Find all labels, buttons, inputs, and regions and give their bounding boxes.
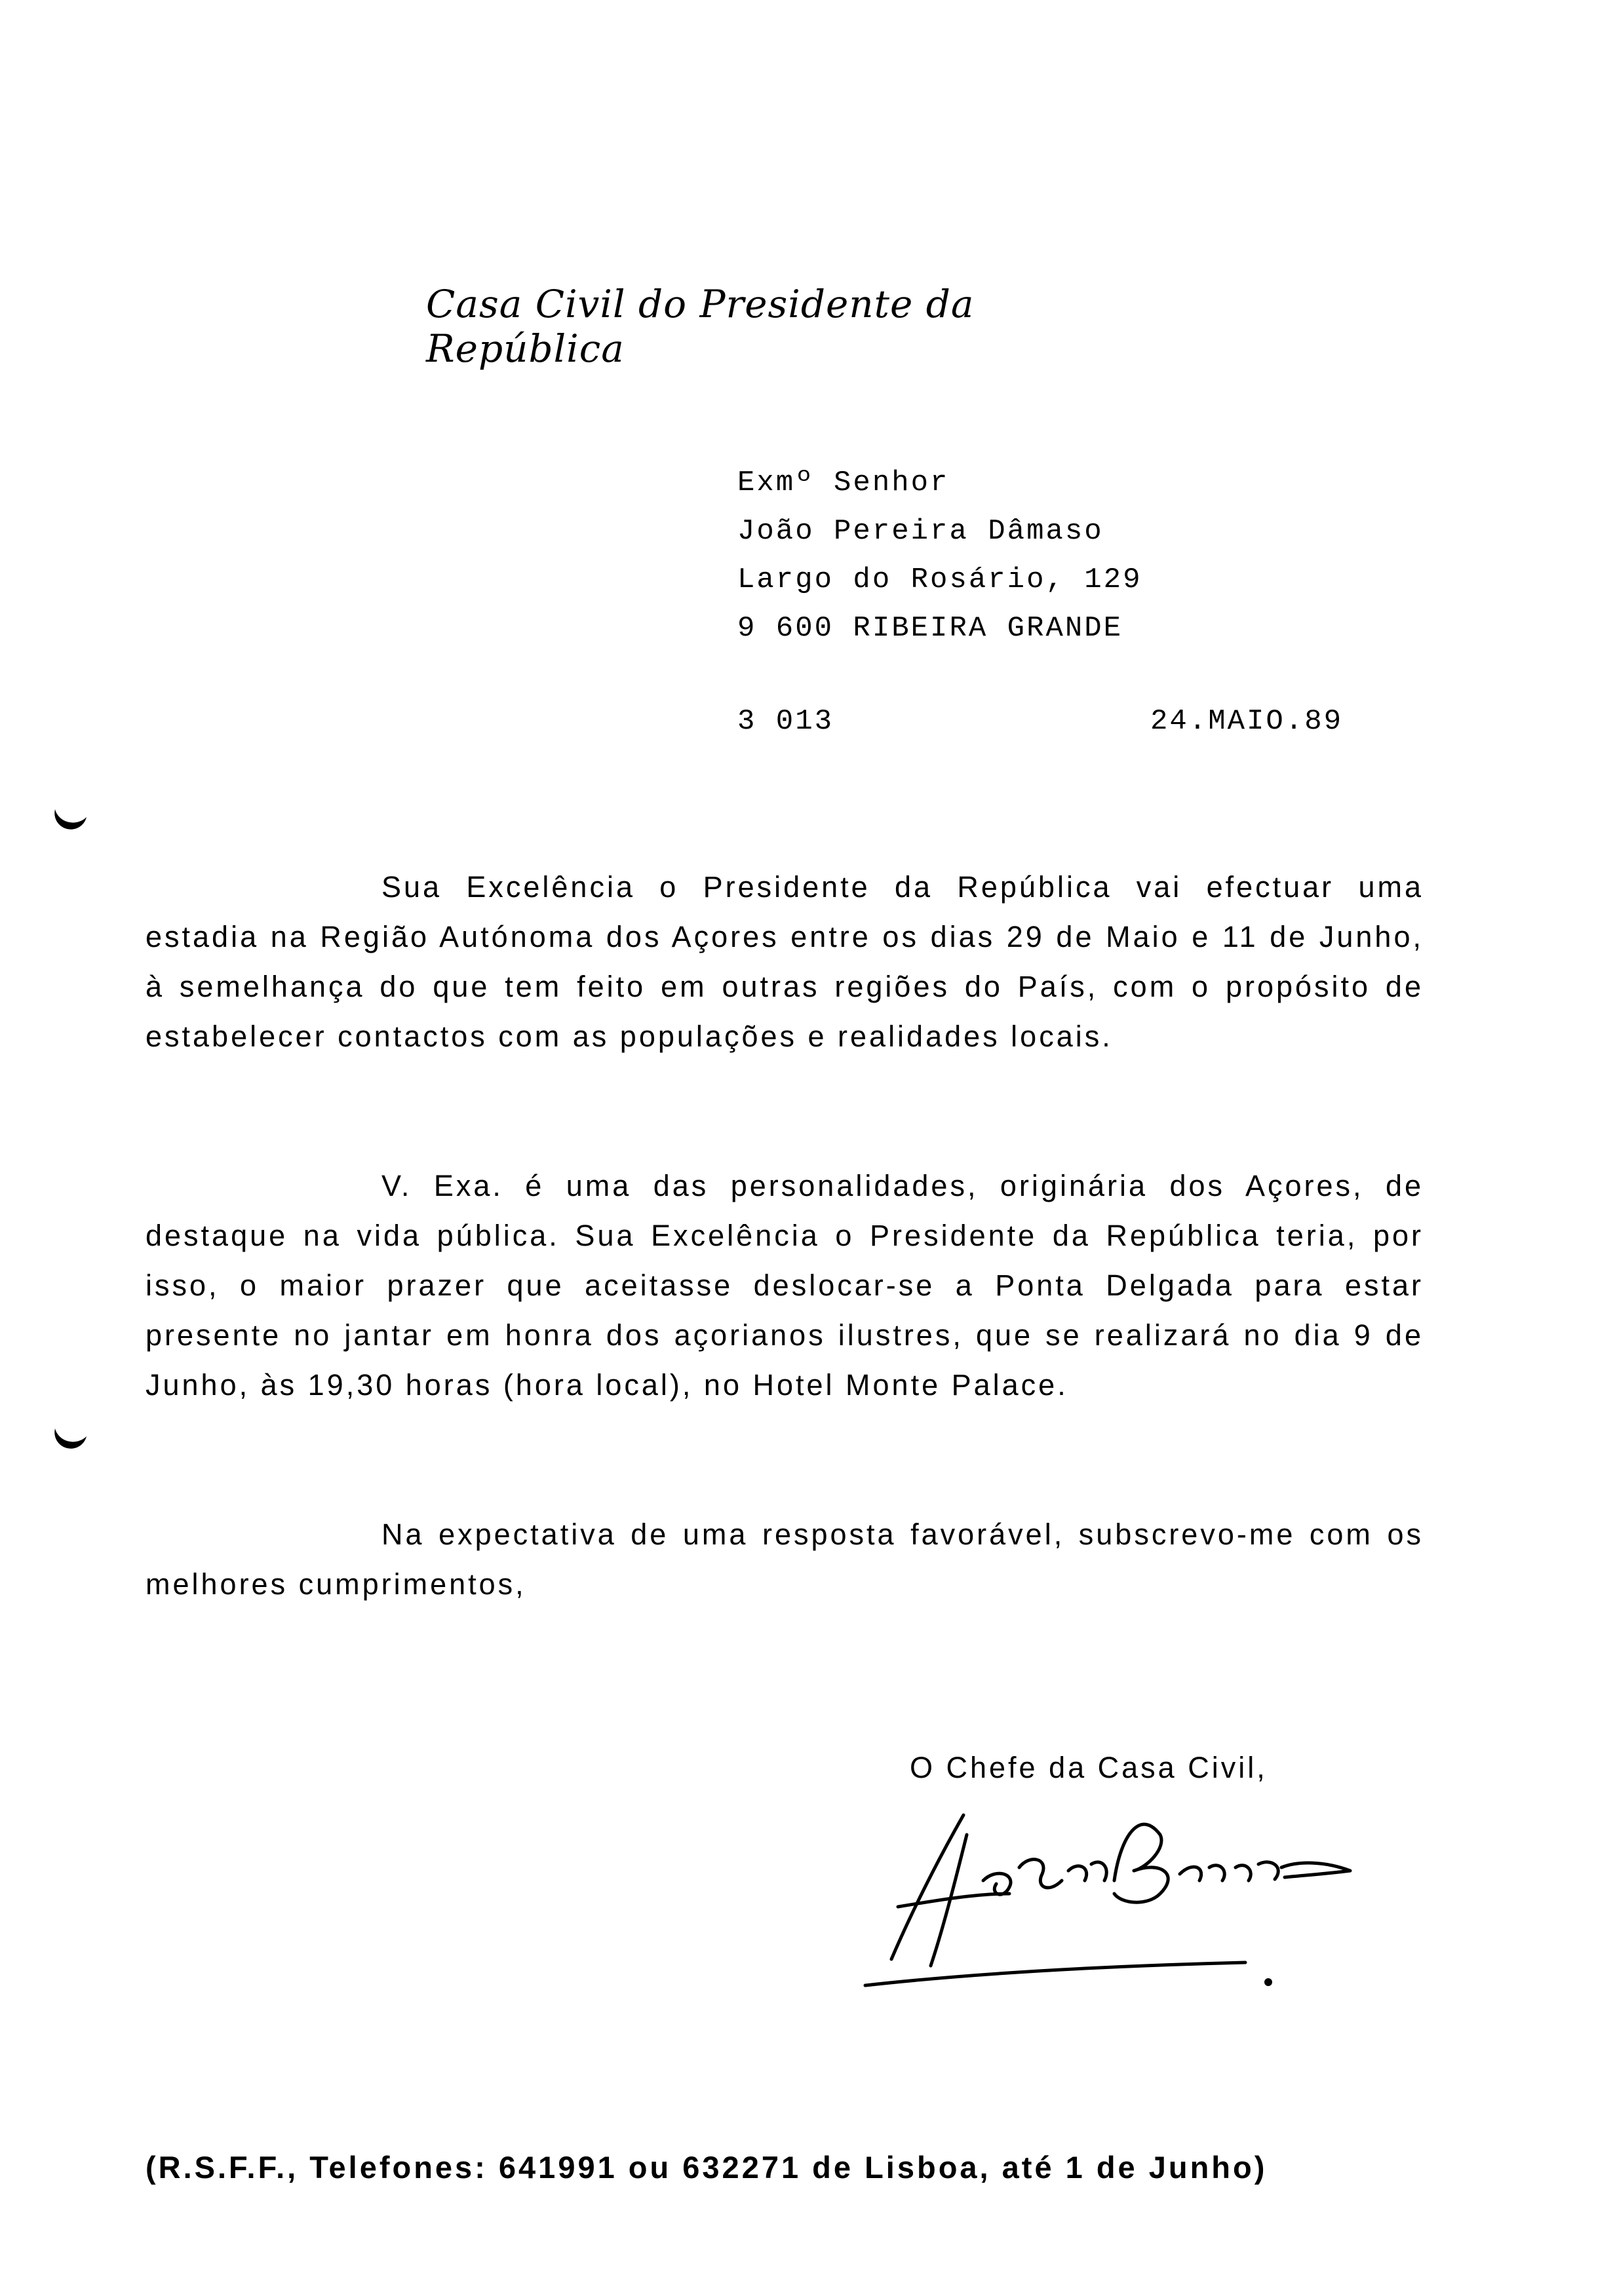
- recipient-address: [737, 459, 1327, 653]
- footer-note: (R.S.F.F., Telefones: 641991 ou 632271 de Lisboa, até 1 de Junho): [146, 2150, 1268, 2185]
- recipient-street: Largo do Rosário, 129: [737, 564, 1142, 596]
- recipient-salutation: Exmº Senhor: [737, 467, 950, 499]
- body-paragraph-2: V. Exa. é uma das personalidades, originária dos Açores, de destaque na vida pública. Sua Excelência o Presidente da República teria, por isso, o maior prazer que aceitasse deslocar-se a Ponta Delgada para estar presente no jantar em honra dos açorianos ilustres, que se realizará no dia 9 de Junho, às 19,30 horas (hora local), no Hotel Monte Palace.: [146, 1169, 1424, 1402]
- body-paragraph-3: Na expectativa de uma resposta favorável, subscrevo-me com os melhores cumprimentos,: [146, 1518, 1424, 1601]
- letter-date: 24.MAIO.89: [1150, 705, 1344, 738]
- punch-hole-icon: [49, 1422, 90, 1464]
- recipient-name: João Pereira Dâmaso: [737, 515, 1104, 548]
- handwritten-signature: [852, 1795, 1376, 2005]
- letterhead: Casa Civil do Presidente da República: [426, 282, 975, 371]
- recipient-city: 9 600 RIBEIRA GRANDE: [737, 612, 1123, 645]
- closing-line: O Chefe da Casa Civil,: [910, 1751, 1268, 1784]
- punch-hole-icon: [49, 803, 90, 845]
- reference-number: 3 013: [737, 705, 834, 738]
- body-paragraph-1: Sua Excelência o Presidente da República vai efectuar uma estadia na Região Autónoma dos Açores entre os dias 29 de Maio e 11 de Junho, à semelhança do que tem feito em outras regiões do País, com o propósito de estabelecer contactos com as populações e realidades locais.: [146, 870, 1424, 1053]
